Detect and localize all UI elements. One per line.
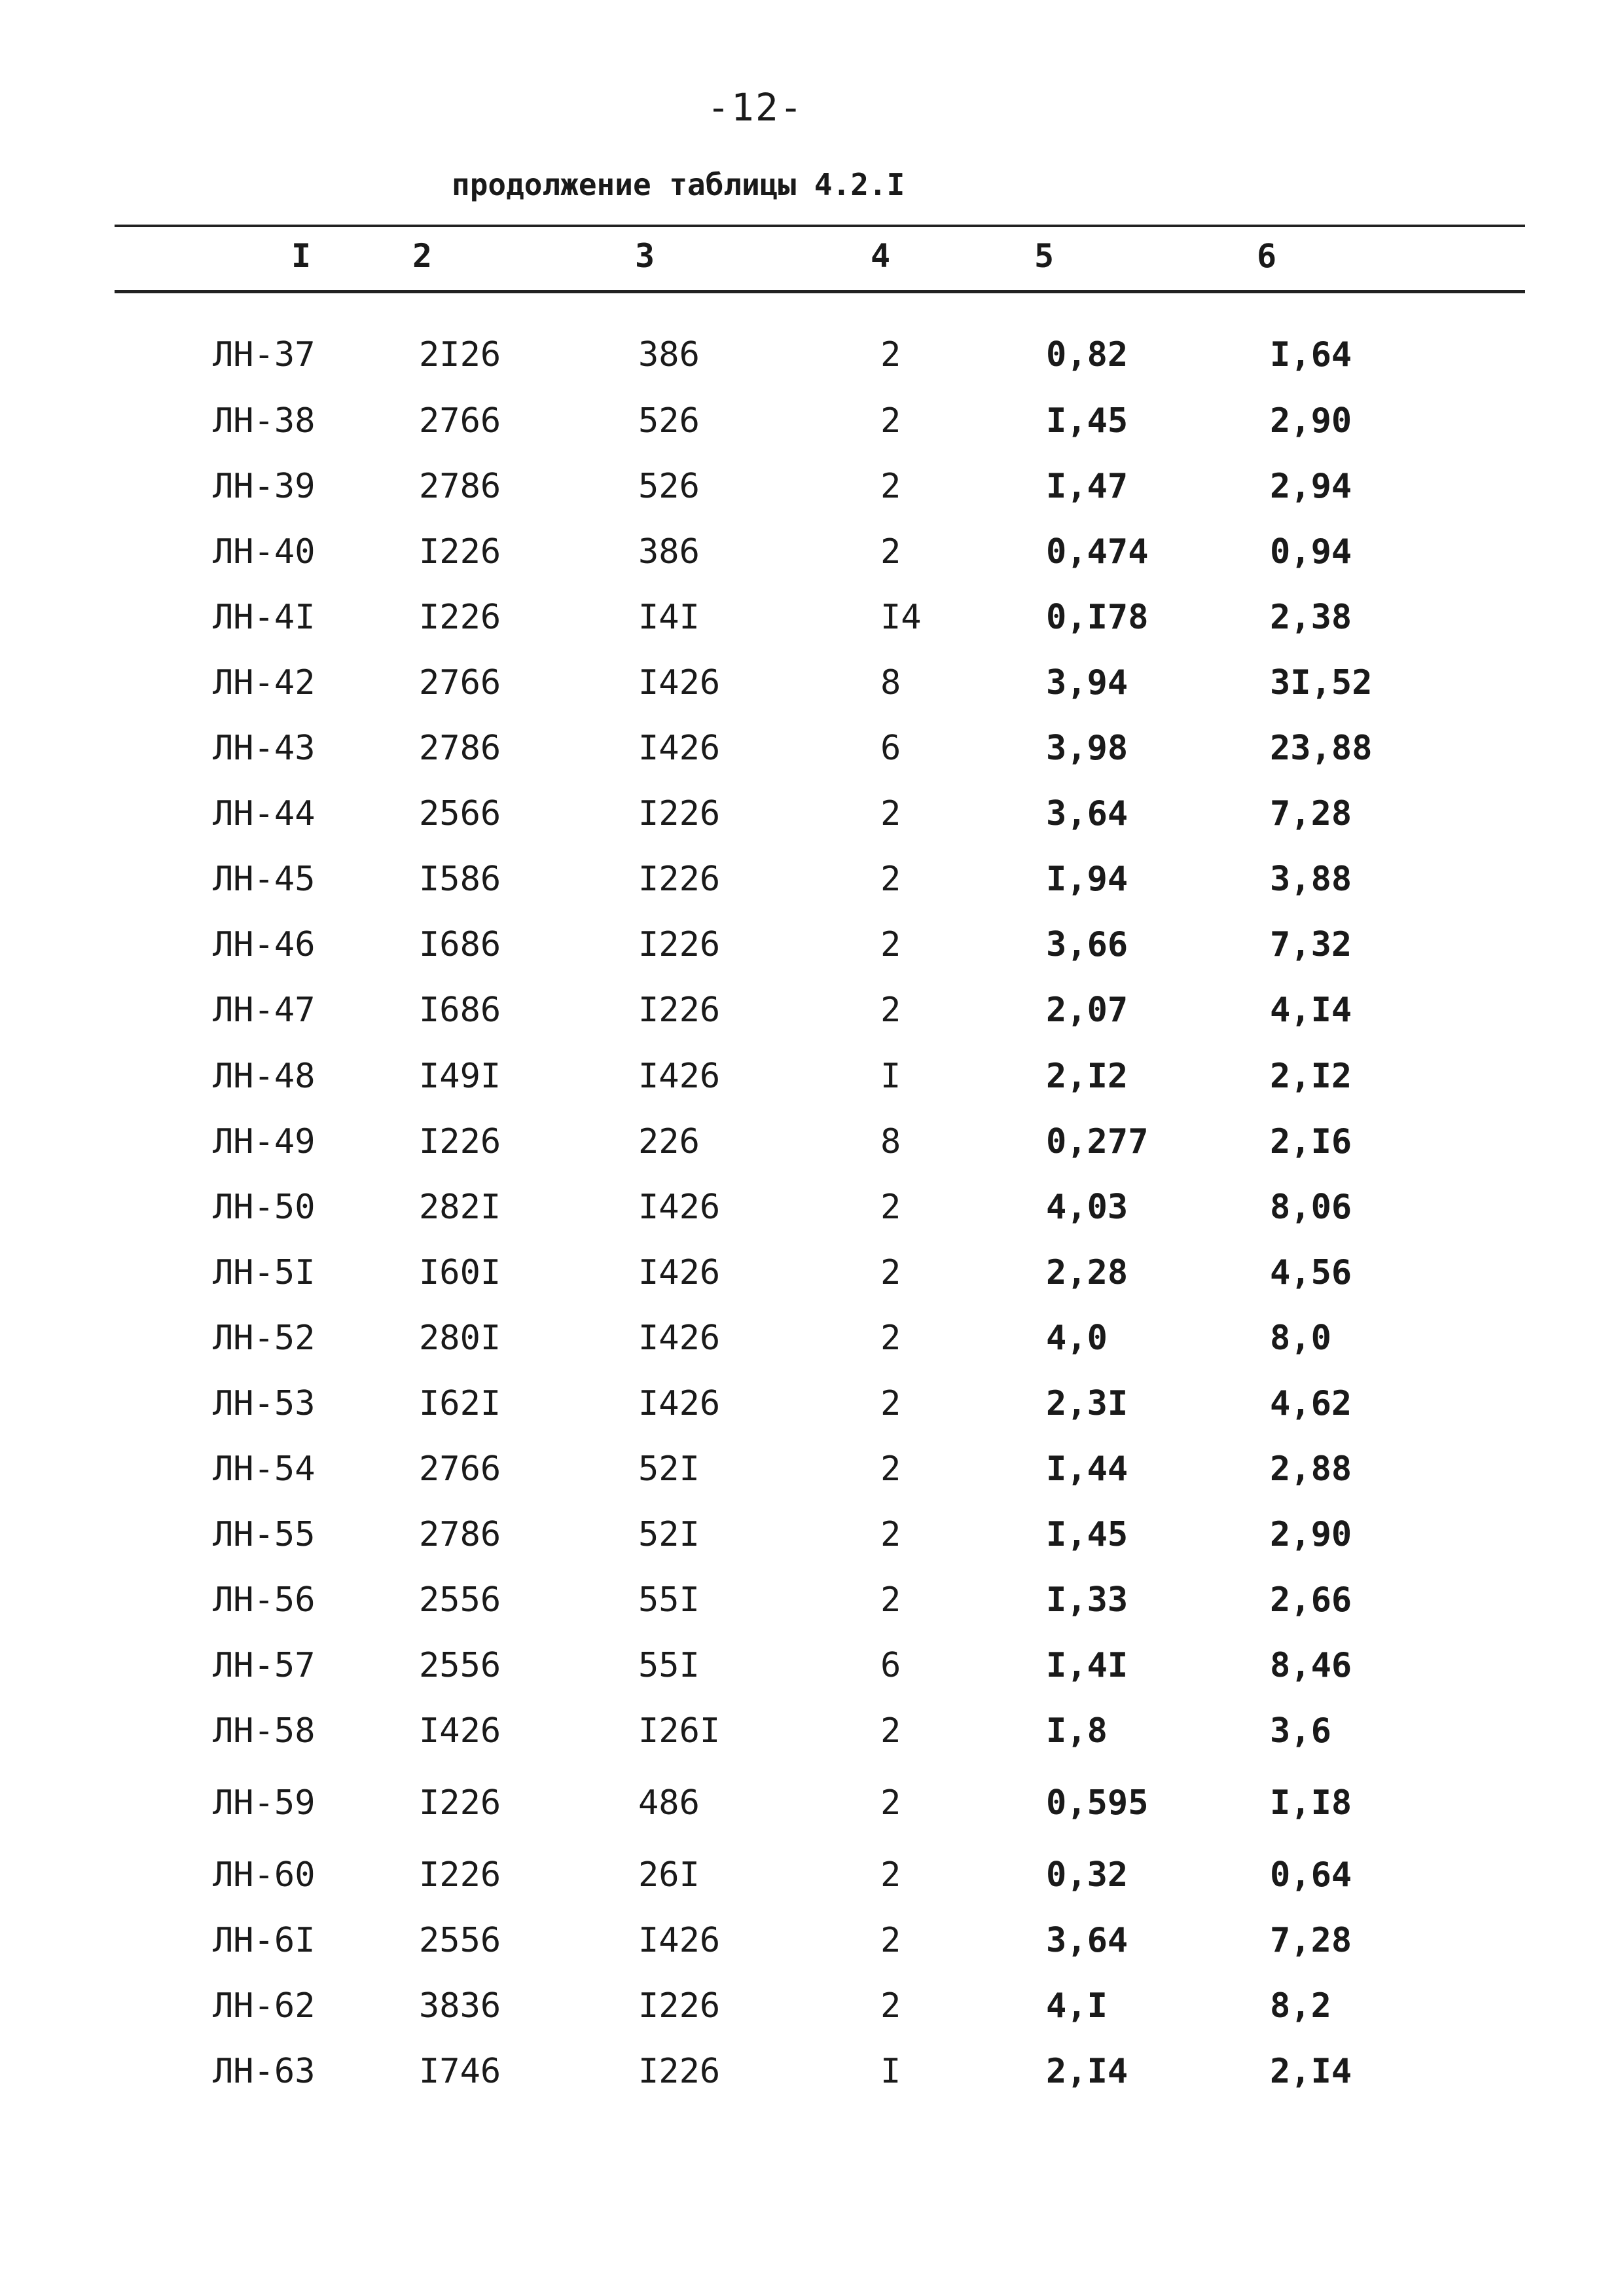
- cell-col-4: 2: [880, 1188, 901, 1227]
- cell-col-2: I686: [419, 925, 501, 964]
- table-row: [0, 1777, 1624, 1829]
- table-row: [0, 1377, 1624, 1430]
- cell-col-4: 2: [880, 467, 901, 506]
- cell-col-6: 2,94: [1270, 467, 1352, 506]
- cell-col-6: 2,38: [1270, 598, 1352, 637]
- table-row: [0, 591, 1624, 644]
- cell-col-6: 8,0: [1270, 1319, 1331, 1358]
- cell-col-5: I,47: [1046, 467, 1128, 506]
- cell-col-3: I426: [638, 1319, 721, 1358]
- cell-sample: ЛН-42: [213, 663, 316, 702]
- cell-col-6: 2,90: [1270, 1515, 1352, 1554]
- cell-col-4: 2: [880, 1783, 901, 1823]
- cell-col-3: I226: [638, 925, 721, 964]
- cell-col-6: 23,88: [1270, 729, 1373, 768]
- table-row: [0, 1980, 1624, 2032]
- cell-col-5: 2,3I: [1046, 1384, 1128, 1423]
- cell-col-6: 2,88: [1270, 1449, 1352, 1489]
- cell-col-2: I746: [419, 2052, 501, 2091]
- cell-col-5: 3,94: [1046, 663, 1128, 702]
- column-header: 6: [1257, 237, 1277, 275]
- cell-col-2: 282I: [419, 1188, 501, 1227]
- cell-sample: ЛН-38: [213, 401, 316, 441]
- table-row: [0, 395, 1624, 447]
- cell-col-6: 7,28: [1270, 1921, 1352, 1960]
- cell-col-3: I426: [638, 1384, 721, 1423]
- cell-col-5: 2,07: [1046, 991, 1128, 1030]
- cell-col-3: 26I: [638, 1855, 700, 1895]
- cell-col-2: I226: [419, 598, 501, 637]
- cell-col-6: 0,64: [1270, 1855, 1352, 1895]
- cell-sample: ЛН-53: [213, 1384, 316, 1423]
- cell-sample: ЛН-46: [213, 925, 316, 964]
- cell-sample: ЛН-52: [213, 1319, 316, 1358]
- cell-col-3: I426: [638, 1253, 721, 1292]
- cell-col-4: 8: [880, 663, 901, 702]
- cell-col-3: I226: [638, 2052, 721, 2091]
- cell-col-2: I586: [419, 860, 501, 899]
- cell-col-6: 8,06: [1270, 1188, 1352, 1227]
- cell-col-4: 2: [880, 1253, 901, 1292]
- cell-sample: ЛН-39: [213, 467, 316, 506]
- cell-sample: ЛН-49: [213, 1122, 316, 1161]
- cell-col-3: I426: [638, 729, 721, 768]
- cell-col-5: I,45: [1046, 1515, 1128, 1554]
- cell-col-6: 3I,52: [1270, 663, 1373, 702]
- cell-sample: ЛН-6I: [213, 1921, 316, 1960]
- cell-col-2: I226: [419, 532, 501, 572]
- table-caption: продолжение таблицы 4.2.I: [452, 167, 905, 202]
- cell-col-4: I4: [880, 598, 922, 637]
- cell-col-5: 3,64: [1046, 1921, 1128, 1960]
- cell-col-3: 526: [638, 467, 700, 506]
- cell-col-2: I62I: [419, 1384, 501, 1423]
- table-top-rule: [115, 225, 1525, 227]
- cell-col-2: 280I: [419, 1319, 501, 1358]
- cell-col-5: 0,474: [1046, 532, 1149, 572]
- table-row: [0, 1050, 1624, 1102]
- cell-col-2: I60I: [419, 1253, 501, 1292]
- cell-col-3: I226: [638, 794, 721, 833]
- cell-col-3: I426: [638, 1188, 721, 1227]
- cell-col-3: 226: [638, 1122, 700, 1161]
- table-row: [0, 853, 1624, 905]
- cell-col-3: I226: [638, 860, 721, 899]
- cell-col-6: 4,62: [1270, 1384, 1352, 1423]
- table-row: [0, 1312, 1624, 1364]
- cell-sample: ЛН-45: [213, 860, 316, 899]
- column-header: 5: [1034, 237, 1055, 275]
- cell-col-6: 7,32: [1270, 925, 1352, 964]
- cell-col-4: 6: [880, 729, 901, 768]
- cell-sample: ЛН-59: [213, 1783, 316, 1823]
- cell-col-5: 4,03: [1046, 1188, 1128, 1227]
- cell-col-4: 6: [880, 1646, 901, 1685]
- cell-col-2: 2766: [419, 401, 501, 441]
- cell-col-5: 0,32: [1046, 1855, 1128, 1895]
- cell-col-5: 3,66: [1046, 925, 1128, 964]
- cell-sample: ЛН-55: [213, 1515, 316, 1554]
- table-row: [0, 657, 1624, 709]
- cell-col-5: 2,I2: [1046, 1057, 1128, 1096]
- cell-sample: ЛН-4I: [213, 598, 316, 637]
- cell-col-3: 52I: [638, 1515, 700, 1554]
- cell-col-6: I,I8: [1270, 1783, 1352, 1823]
- cell-col-4: 2: [880, 1449, 901, 1489]
- cell-col-4: 2: [880, 1384, 901, 1423]
- column-header: 4: [871, 237, 891, 275]
- cell-sample: ЛН-62: [213, 1986, 316, 2026]
- cell-col-2: 2786: [419, 1515, 501, 1554]
- cell-col-2: 2786: [419, 467, 501, 506]
- cell-col-6: 8,46: [1270, 1646, 1352, 1685]
- cell-col-2: 2566: [419, 794, 501, 833]
- column-header: I: [291, 237, 312, 275]
- table-row: [0, 919, 1624, 971]
- cell-col-4: 2: [880, 1319, 901, 1358]
- cell-col-6: 2,90: [1270, 401, 1352, 441]
- cell-col-5: I,94: [1046, 860, 1128, 899]
- cell-sample: ЛН-48: [213, 1057, 316, 1096]
- table-row: [0, 788, 1624, 840]
- table-header-rule: [115, 290, 1525, 293]
- cell-col-3: I426: [638, 663, 721, 702]
- table-row: [0, 1508, 1624, 1561]
- cell-col-5: I,45: [1046, 401, 1128, 441]
- page-number: -12-: [707, 85, 804, 130]
- cell-col-5: 0,82: [1046, 335, 1128, 374]
- table-row: [0, 1705, 1624, 1757]
- cell-col-4: 2: [880, 991, 901, 1030]
- table-row: [0, 722, 1624, 774]
- cell-col-2: 2766: [419, 1449, 501, 1489]
- cell-col-2: I426: [419, 1711, 501, 1751]
- table-row: [0, 2045, 1624, 2098]
- cell-col-5: I,8: [1046, 1711, 1108, 1751]
- cell-col-5: 3,98: [1046, 729, 1128, 768]
- table-row: [0, 1849, 1624, 1901]
- table-row: [0, 1181, 1624, 1233]
- cell-col-4: 2: [880, 335, 901, 374]
- cell-sample: ЛН-47: [213, 991, 316, 1030]
- cell-col-6: 4,I4: [1270, 991, 1352, 1030]
- table-row: [0, 1443, 1624, 1495]
- cell-col-2: 2766: [419, 663, 501, 702]
- cell-col-2: 2786: [419, 729, 501, 768]
- cell-col-5: I,33: [1046, 1580, 1128, 1620]
- cell-col-6: 7,28: [1270, 794, 1352, 833]
- table-row: [0, 1574, 1624, 1626]
- table-row: [0, 329, 1624, 381]
- cell-col-3: 486: [638, 1783, 700, 1823]
- cell-col-5: 2,28: [1046, 1253, 1128, 1292]
- cell-col-3: I4I: [638, 598, 700, 637]
- table-row: [0, 460, 1624, 513]
- cell-col-5: 4,0: [1046, 1319, 1108, 1358]
- cell-col-3: 55I: [638, 1646, 700, 1685]
- cell-col-3: 55I: [638, 1580, 700, 1620]
- cell-sample: ЛН-5I: [213, 1253, 316, 1292]
- cell-col-3: 386: [638, 532, 700, 572]
- cell-sample: ЛН-57: [213, 1646, 316, 1685]
- cell-col-4: 2: [880, 1855, 901, 1895]
- table-row: [0, 1914, 1624, 1967]
- cell-col-5: 4,I: [1046, 1986, 1108, 2026]
- cell-sample: ЛН-56: [213, 1580, 316, 1620]
- cell-col-3: I426: [638, 1921, 721, 1960]
- column-header: 2: [412, 237, 433, 275]
- cell-col-2: 2556: [419, 1921, 501, 1960]
- cell-col-4: 2: [880, 1711, 901, 1751]
- cell-col-4: 2: [880, 1515, 901, 1554]
- cell-col-4: 2: [880, 1986, 901, 2026]
- cell-col-6: 3,6: [1270, 1711, 1331, 1751]
- cell-col-6: 0,94: [1270, 532, 1352, 572]
- cell-col-4: 2: [880, 401, 901, 441]
- cell-col-6: 2,66: [1270, 1580, 1352, 1620]
- cell-col-3: 526: [638, 401, 700, 441]
- cell-col-6: 8,2: [1270, 1986, 1331, 2026]
- cell-col-2: 2556: [419, 1646, 501, 1685]
- table-row: [0, 1116, 1624, 1168]
- cell-col-3: 52I: [638, 1449, 700, 1489]
- cell-col-2: I226: [419, 1783, 501, 1823]
- column-header: 3: [635, 237, 655, 275]
- cell-col-4: I: [880, 2052, 901, 2091]
- cell-col-4: 2: [880, 1580, 901, 1620]
- table-row: [0, 1639, 1624, 1692]
- cell-col-5: 3,64: [1046, 794, 1128, 833]
- cell-col-3: I226: [638, 991, 721, 1030]
- cell-sample: ЛН-43: [213, 729, 316, 768]
- cell-col-4: 2: [880, 794, 901, 833]
- cell-sample: ЛН-44: [213, 794, 316, 833]
- cell-col-2: 2556: [419, 1580, 501, 1620]
- cell-col-6: 2,I6: [1270, 1122, 1352, 1161]
- cell-col-2: I226: [419, 1855, 501, 1895]
- cell-col-4: I: [880, 1057, 901, 1096]
- cell-col-6: 2,I4: [1270, 2052, 1352, 2091]
- cell-col-6: I,64: [1270, 335, 1352, 374]
- cell-col-4: 2: [880, 860, 901, 899]
- cell-sample: ЛН-60: [213, 1855, 316, 1895]
- cell-col-5: 0,595: [1046, 1783, 1149, 1823]
- cell-col-2: I686: [419, 991, 501, 1030]
- cell-col-2: I226: [419, 1122, 501, 1161]
- cell-col-6: 3,88: [1270, 860, 1352, 899]
- cell-col-5: 0,I78: [1046, 598, 1149, 637]
- table-row: [0, 984, 1624, 1036]
- cell-col-3: I426: [638, 1057, 721, 1096]
- cell-col-5: 0,277: [1046, 1122, 1149, 1161]
- cell-col-4: 2: [880, 1921, 901, 1960]
- cell-col-5: I,44: [1046, 1449, 1128, 1489]
- cell-col-3: I26I: [638, 1711, 721, 1751]
- cell-sample: ЛН-37: [213, 335, 316, 374]
- cell-col-3: 386: [638, 335, 700, 374]
- cell-col-3: I226: [638, 1986, 721, 2026]
- cell-sample: ЛН-54: [213, 1449, 316, 1489]
- table-row: [0, 526, 1624, 578]
- cell-sample: ЛН-50: [213, 1188, 316, 1227]
- cell-col-4: 2: [880, 532, 901, 572]
- table-row: [0, 1247, 1624, 1299]
- cell-col-4: 8: [880, 1122, 901, 1161]
- cell-col-2: I49I: [419, 1057, 501, 1096]
- cell-col-5: 2,I4: [1046, 2052, 1128, 2091]
- cell-sample: ЛН-40: [213, 532, 316, 572]
- cell-sample: ЛН-58: [213, 1711, 316, 1751]
- cell-col-5: I,4I: [1046, 1646, 1128, 1685]
- cell-col-2: 2I26: [419, 335, 501, 374]
- cell-sample: ЛН-63: [213, 2052, 316, 2091]
- cell-col-6: 2,I2: [1270, 1057, 1352, 1096]
- cell-col-6: 4,56: [1270, 1253, 1352, 1292]
- cell-col-2: 3836: [419, 1986, 501, 2026]
- cell-col-4: 2: [880, 925, 901, 964]
